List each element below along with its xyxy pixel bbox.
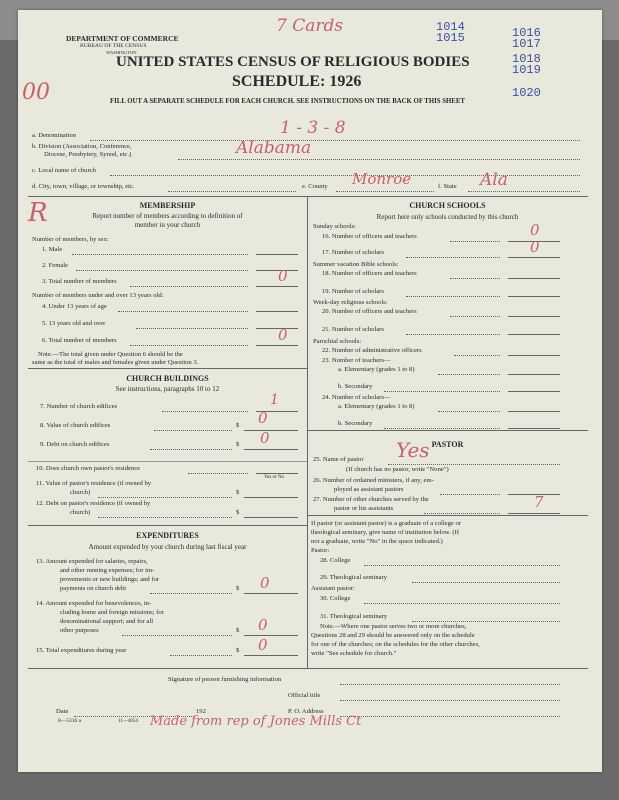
r-mark: R [28,198,48,228]
divider-membership [28,368,307,369]
q15-total-expenditures: 15. Total expenditures during year [36,647,127,654]
q24a-answer-line [508,410,560,412]
membership-sub-2: member in your church [134,221,201,229]
q11-value-residence-1: 11. Value of pastor's residence (if owned by [36,480,152,487]
q16-value: 0 [530,221,540,239]
state-value: Ala [480,170,508,190]
q27-value: 7 [534,493,544,511]
expenditures-sub: Amount expended by your church during last fiscal year [88,543,247,551]
weekday-schools-label: Week-day religious schools: [313,299,388,306]
date-label: Date [56,708,69,715]
q27-dots [424,512,500,514]
q22-dots [454,354,500,356]
q29-dots [412,581,560,583]
stamp-numbers-3 [512,54,541,76]
q13-line-3: provements or new buildings; and for [60,576,160,583]
buildings-title: CHURCH BUILDINGS [126,374,209,383]
q3-value: 0 [278,267,288,285]
q2-dots [76,269,248,271]
q20-dots [450,315,500,317]
q5-answer-line [256,327,298,329]
q9-dollar: $ [236,441,240,448]
buildings-inner-divider [28,461,307,462]
column-divider [307,196,308,668]
q23b-answer-line [508,390,560,392]
cards-annotation: 7 Cards [276,16,344,36]
schedule-title: SCHEDULE: 1926 [232,73,362,90]
q19-scholars: 19. Number of scholars [322,288,384,295]
q13-line-4: payments on church debt [60,585,127,592]
q11-answer-line [244,496,298,498]
q4-answer-line [256,310,298,312]
stamp-1016: 1016 [512,26,541,40]
division-label-2: Diocese, Presbytery, Synod, etc.) [44,151,132,158]
q14-answer-line [244,634,298,636]
summer-schools-label: Summer vacation Bible schools: [313,261,399,268]
state-label: f. State [438,183,457,190]
city-label: WASHINGTON [106,50,137,55]
membership-title: MEMBERSHIP [139,201,196,210]
q1-male: 1. Male [42,246,63,253]
q14-line-4: other purposes [60,627,99,634]
q10-answer-line [256,472,298,474]
q30-college: 30. College [320,595,351,602]
q14-line-2: cluding home and foreign missions; for [60,609,164,616]
divider-schools [307,430,588,431]
q11-value-residence-2: church) [70,489,91,496]
q21-answer-line [508,333,560,335]
q9-value: 0 [260,429,270,447]
county-line [336,190,434,192]
q11-dots [98,496,232,498]
division-line [178,158,580,160]
q24b-answer-line [508,427,560,429]
q23b-secondary: b. Secondary [338,383,373,390]
sunday-schools-label: Sunday schools: [313,223,357,230]
q4-under-13: 4. Under 13 years of age [42,303,107,310]
instruction-line: FILL OUT A SEPARATE SCHEDULE FOR EACH CHURCH. SEE INSTRUCTIONS ON THE BACK OF THIS SHEET [110,98,465,105]
q19-answer-line [508,295,560,297]
q25-name-of-pastor: 25. Name of pastor [313,456,364,463]
stamp-1020: 1020 [512,86,541,100]
q3-answer-line [256,285,298,287]
q16-officers: 16. Number of officers and teachers [322,233,417,240]
denomination-label: a. Denomination [32,132,76,139]
q24b-secondary: b. Secondary [338,420,373,427]
q23-teachers: 23. Number of teachers— [322,357,391,364]
q31-dots [412,620,560,622]
q26-line-2: ployed as assistant pastors [334,486,404,493]
q17-value: 0 [530,238,540,256]
q15-answer-line [244,654,298,656]
q17-scholars: 17. Number of scholars [322,249,384,256]
local-name-line [110,174,580,176]
q24-scholars: 24. Number of scholars— [322,394,391,401]
q8-answer-line [244,429,298,431]
members-by-sex-label: Number of members, by sex: [32,236,109,243]
q8-value: 0 [258,409,268,427]
q15-value: 0 [258,636,268,654]
q6-value: 0 [278,326,288,344]
q12-answer-line [244,516,298,518]
county-label: e. County [302,183,328,190]
signature-line [340,683,560,685]
q6-dots [130,344,248,346]
q18-officers: 18. Number of officers and teachers [322,270,417,277]
q21-scholars: 21. Number of scholars [322,326,384,333]
official-title-label: Official title [288,692,321,699]
denomination-value: 1 - 3 - 8 [280,118,346,138]
census-schedule-sheet [18,10,602,772]
state-line [468,190,580,192]
buildings-sub: See instructions, paragraphs 10 to 12 [115,385,220,393]
q3-dots [130,285,248,287]
q9-debt-edifices: 9. Debt on church edifices [40,441,110,448]
q24a-elementary: a. Elementary (grades 1 to 8) [338,403,415,410]
q23a-dots [438,373,500,375]
q28-dots [364,564,560,566]
q14-dollar: $ [236,627,240,634]
q14-value: 0 [258,616,268,634]
q1-dots [72,253,248,255]
q10-dots [188,472,248,474]
q8-dots [154,429,232,431]
graduate-note-1: If pastor (or assistant pastor) is a graduate of a college or [311,520,461,527]
q20-answer-line [508,315,560,317]
city-town-label: d. City, town, village, or township, etc. [32,183,135,190]
q9-dots [150,448,232,450]
expenditures-title: EXPENDITURES [136,531,199,540]
q31-seminary: 31. Theological seminary [320,613,388,620]
q12-debt-residence-1: 12. Debt on pastor's residence (if owned by [36,500,151,507]
q16-dots [450,240,500,242]
section-divider-bottom [28,668,588,669]
section-divider-top [28,196,588,197]
q10-owns-residence: 10. Does church own pastor's residence [36,465,141,472]
q23a-elementary: a. Elementary (grades 1 to 8) [338,366,415,373]
q8-dollar: $ [236,422,240,429]
q13-dollar: $ [236,585,240,592]
stamp-1014: 1014 [436,20,465,34]
pastor-note-2: Questions 28 and 29 should be answered only on the schedule [311,632,475,639]
q24b-dots [384,427,500,429]
q26-line-1: 26. Number of ordained ministers, if any, em- [313,477,434,484]
q12-debt-residence-2: church) [70,509,91,516]
q29-seminary: 29. Theological seminary [320,574,388,581]
denomination-line [90,139,580,141]
q13-answer-line [244,592,298,594]
q17-dots [406,256,500,258]
q4-dots [118,310,248,312]
po-address-label: P. O. Address [288,708,324,715]
q22-answer-line [508,354,560,356]
q8-value-edifices: 8. Value of church edifices [40,422,111,429]
membership-note-2: same as the total of males and females given under Question 3. [32,359,199,366]
q13-dots [150,592,232,594]
local-name-label: c. Local name of church [32,167,96,174]
q15-dots [170,654,232,656]
q14-dots [122,634,232,636]
official-title-line [340,699,560,701]
q25-value: Yes [396,438,430,462]
q7-dots [162,410,248,412]
signature-label: Signature of person furnishing information [168,676,282,683]
q18-dots [450,277,500,279]
assistant-pastor-label: Assistant pastor: [311,585,355,592]
q7-edifices: 7. Number of church edifices [40,403,118,410]
graduate-note-2: theological seminary, give name of institution below. (If [311,529,460,536]
q11-dollar: $ [236,489,240,496]
q14-line-3: denominational support; and for all [60,618,154,625]
q28-college: 28. College [320,557,351,564]
date-year: 192 [196,708,206,715]
yes-no-hint: Yes or No [264,475,285,480]
q14-line-1: 14. Amount expended for benevolences, in- [36,600,152,607]
parochial-schools-label: Parochial schools: [313,338,362,345]
stamp-1018: 1018 [512,52,541,66]
q27-line-1: 27. Number of other churches served by the [313,496,429,503]
q26-dots [440,493,500,495]
divider-buildings [28,525,307,526]
q2-answer-line [256,269,298,271]
city-town-line [168,190,296,192]
stamp-1015: 1015 [436,31,465,45]
department-label: DEPARTMENT OF COMMERCE [66,34,179,43]
division-label-1: b. Division (Association, Conference, [32,143,132,150]
divider-pastor [307,515,588,516]
q25-dots [388,463,560,465]
q22-admin-officers: 22. Number of administrative officers [322,347,422,354]
stamp-1017: 1017 [512,37,541,51]
q27-line-2: pastor or his assistants [334,505,394,512]
corner-mark: 00 [22,80,50,105]
q13-line-2: and other running expenses; for im- [60,567,155,574]
q30-dots [364,602,560,604]
q13-line-1: 13. Amount expended for salaries, repairs, [36,558,148,565]
bureau-label: BUREAU OF THE CENSUS [80,43,147,49]
q6-answer-line [256,344,298,346]
source-note: Made from rep of Jones Mills Ct [150,714,362,729]
q27-answer-line [508,512,560,514]
q12-dots [98,516,232,518]
q25-note: (If church has no pastor, write "None") [346,466,449,473]
q7-value: 1 [270,392,279,408]
q3-total: 3. Total number of members [42,278,117,285]
membership-note-1: Note.—The total given under Question 6 should be the [38,351,183,358]
stamp-1019: 1019 [512,63,541,77]
pastor-title: PASTOR [431,440,464,449]
q15-dollar: $ [236,647,240,654]
stamp-numbers-2 [512,28,541,50]
q21-dots [406,333,500,335]
q6-total: 6. Total number of members [42,337,117,344]
membership-sub-1: Report number of members according to definition of [92,212,243,220]
q20-officers: 20. Number of officers and teachers [322,308,417,315]
form-code-1: 8—5316 a [58,718,82,724]
q17-answer-line [508,256,560,258]
pastor-note-1: Note.—Where one pastor serves two or more churches, [320,623,467,630]
q2-female: 2. Female [42,262,69,269]
graduate-note-3: not a graduate, write "No" in the space indicated.) [311,538,443,545]
members-by-age-label: Number of members under and over 13 years old: [32,292,164,299]
schools-title: CHURCH SCHOOLS [409,201,486,210]
q12-dollar: $ [236,509,240,516]
q23b-dots [384,390,500,392]
county-value: Monroe [352,170,412,188]
stamp-numbers-1 [436,22,465,44]
division-value: Alabama [236,138,312,158]
q13-value: 0 [260,574,270,592]
po-address-line [340,715,560,717]
q9-answer-line [244,448,298,450]
q23a-answer-line [508,373,560,375]
form-title: UNITED STATES CENSUS OF RELIGIOUS BODIES [116,54,470,70]
q24a-dots [438,410,500,412]
form-code-2: 11—4054 [118,719,138,724]
q5-dots [136,327,248,329]
schools-sub: Report here only schools conducted by this church [376,213,519,221]
q19-dots [406,295,500,297]
q18-answer-line [508,277,560,279]
pastor-note-3: for one of the churches; on the schedules for the other churches, [311,641,480,648]
q1-answer-line [256,253,298,255]
pastor-sub-label: Pastor: [311,547,330,554]
pastor-note-4: write "See schedule for church." [311,650,397,657]
q5-over-13: 5. 13 years old and over [42,320,106,327]
